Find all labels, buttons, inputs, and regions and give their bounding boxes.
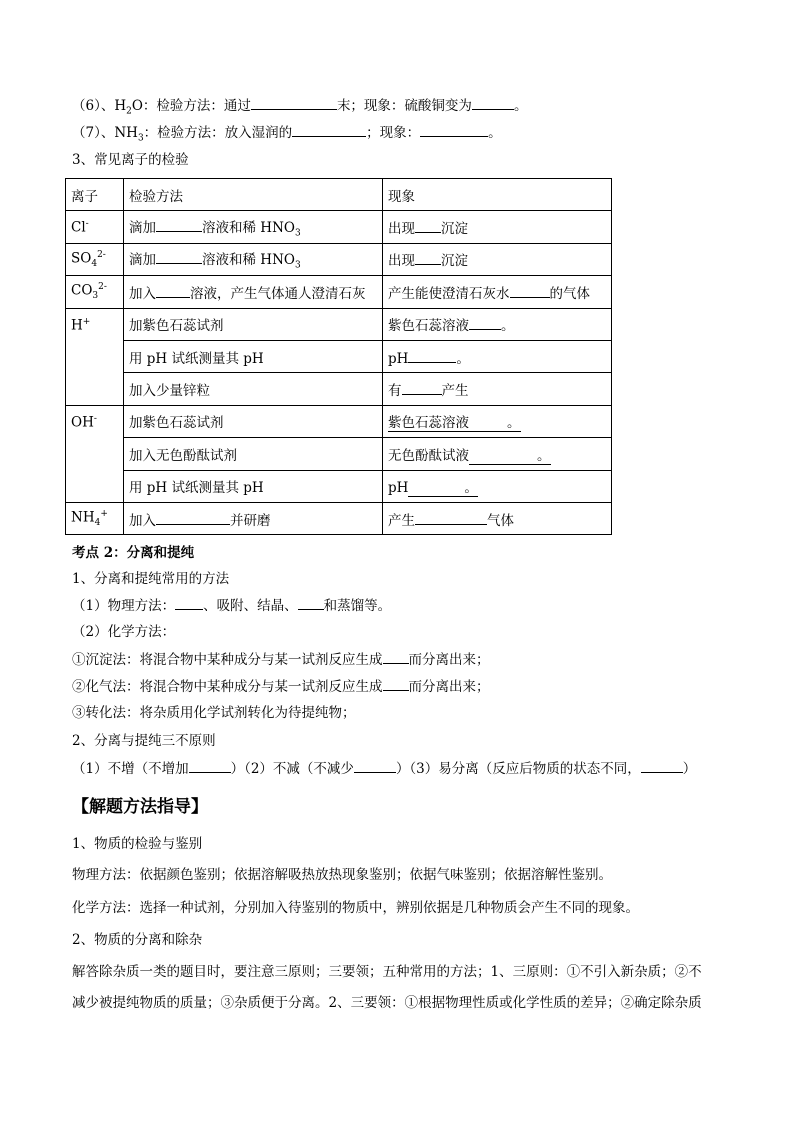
guide-line-3: 化学方法：选择一种试剂，分别加入待鉴别的物质中，辨别依据是几种物质会产生不同的现象。 <box>72 900 639 916</box>
table-row-so4 <box>66 243 612 275</box>
sep-line-precipitation: ①沉淀法：将混合物中某种成分与某一试剂反应生成 而分离出来； <box>72 652 490 668</box>
table-row-h-2 <box>66 340 612 372</box>
table-row-cl <box>66 211 612 243</box>
sep-line-conversion: ③转化法：将杂质用化学试剂转化为待提纯物； <box>72 705 356 721</box>
phenomenon-oh-3: pH 。 <box>383 470 612 502</box>
ion-co3: $CO_3^{2-}$ <box>66 276 124 308</box>
blank[interactable] <box>383 677 409 691</box>
line-h2o-test: （6）、$H_2O$：检验方法：通过 末；现象：硫酸铜变为 。 <box>72 98 528 117</box>
table-row-oh-2 <box>66 438 612 470</box>
phenomenon-h-3: 有 产生 <box>383 373 612 405</box>
sep-line-principles: （1）不增（不增加 ）（2）不减（不减少 ）（3）易分离（反应后物质的状态不同， ） <box>72 761 697 777</box>
table-row-h-3 <box>66 373 612 405</box>
ion-cl: Cl- <box>66 211 124 243</box>
header-method: 检验方法 <box>124 179 383 211</box>
phenomenon-oh-1: 紫色石蕊溶液 。 <box>383 405 612 437</box>
method-co3: 加入 溶液，产生气体通人澄清石灰 <box>124 276 383 308</box>
blank[interactable] <box>298 596 324 610</box>
sep-line-chemical: （2）化学方法： <box>72 624 176 640</box>
blank[interactable] <box>472 96 514 110</box>
line-nh3-test: （7）、$NH_3$：检验方法：放入湿润的 ；现象： 。 <box>72 125 502 144</box>
blank[interactable] <box>402 381 442 395</box>
table-row-h-1 <box>66 308 612 340</box>
method-h-3: 加入少量锌粒 <box>124 373 383 405</box>
guide-line-6: 减少被提纯物质的质量；③杂质便于分离。2、三要领：①根据物理性质或化学性质的差异；②确定除杂质 <box>72 995 702 1011</box>
guide-line-5: 解答除杂质一类的题目时，要注意三原则；三要领；五种常用的方法；1、三原则：①不引入新杂质；②不 <box>72 964 702 980</box>
method-oh-3: 用 pH 试纸测量其 pH <box>124 470 383 502</box>
blank[interactable] <box>420 123 488 137</box>
method-cl: 滴加 溶液和稀 $HNO_3$ <box>124 211 383 243</box>
phenomenon-h-2: pH 。 <box>383 340 612 372</box>
method-h-1: 加紫色石蕊试剂 <box>124 308 383 340</box>
table-row-nh4 <box>66 502 612 534</box>
phenomenon-so4: 出现 沉淀 <box>383 243 612 275</box>
guide-line-1: 1、物质的检验与鉴别 <box>72 836 203 852</box>
blank[interactable] <box>415 511 487 525</box>
header-phenomenon: 现象 <box>383 179 612 211</box>
method-so4: 滴加 溶液和稀 $HNO_3$ <box>124 243 383 275</box>
ion-test-table <box>65 178 612 535</box>
blank[interactable] <box>408 349 456 363</box>
header-ion: 离子 <box>66 179 124 211</box>
blank[interactable] <box>156 218 202 232</box>
table-row-oh-3 <box>66 470 612 502</box>
method-oh-2: 加入无色酚酞试剂 <box>124 438 383 470</box>
table-header-row <box>66 179 612 211</box>
phenomenon-oh-2: 无色酚酞试液 。 <box>383 438 612 470</box>
table-row-oh-1 <box>66 405 612 437</box>
blank[interactable] <box>469 316 501 330</box>
ion-oh: OH- <box>66 405 124 502</box>
blank[interactable] <box>415 219 441 233</box>
blank[interactable] <box>156 250 202 264</box>
phenomenon-h-1: 紫色石蕊溶液 。 <box>383 308 612 340</box>
phenomenon-co3: 产生能使澄清石灰水 的气体 <box>383 276 612 308</box>
blank[interactable] <box>251 96 337 110</box>
method-h-2: 用 pH 试纸测量其 pH <box>124 340 383 372</box>
blank[interactable] <box>354 759 396 773</box>
ion-nh4: $NH_4^+$ <box>66 502 124 534</box>
guide-heading: 【解题方法指导】 <box>72 797 208 817</box>
blank[interactable] <box>415 251 441 265</box>
blank[interactable] <box>292 123 366 137</box>
blank[interactable] <box>510 284 550 298</box>
blank[interactable] <box>175 596 203 610</box>
blank[interactable] <box>156 511 230 525</box>
phenomenon-cl: 出现 沉淀 <box>383 211 612 243</box>
table-row-co3 <box>66 276 612 308</box>
blank[interactable] <box>641 759 683 773</box>
sep-line-principles-title: 2、分离与提纯三不原则 <box>72 733 216 749</box>
method-nh4: 加入 并研磨 <box>124 502 383 534</box>
phenomenon-nh4: 产生 气体 <box>383 502 612 534</box>
method-oh-1: 加紫色石蕊试剂 <box>124 405 383 437</box>
sep-line-1: 1、分离和提纯常用的方法 <box>72 571 230 587</box>
sep-line-gasification: ②化气法：将混合物中某种成分与某一试剂反应生成 而分离出来； <box>72 679 490 695</box>
blank[interactable] <box>189 759 231 773</box>
section-title-ion-test: 3、常见离子的检验 <box>72 152 189 168</box>
ion-so4: $SO_4^{2-}$ <box>66 243 124 275</box>
guide-line-4: 2、物质的分离和除杂 <box>72 932 203 948</box>
section-title-separation: 考点 2：分离和提纯 <box>72 545 195 561</box>
guide-line-2: 物理方法：依据颜色鉴别；依据溶解吸热放热现象鉴别；依据气味鉴别；依据溶解性鉴别。 <box>72 867 612 883</box>
sep-line-physical: （1）物理方法： 、吸附、结晶、 和蒸馏等。 <box>72 598 392 614</box>
blank[interactable] <box>156 284 190 298</box>
blank[interactable] <box>383 650 409 664</box>
ion-h: H+ <box>66 308 124 405</box>
